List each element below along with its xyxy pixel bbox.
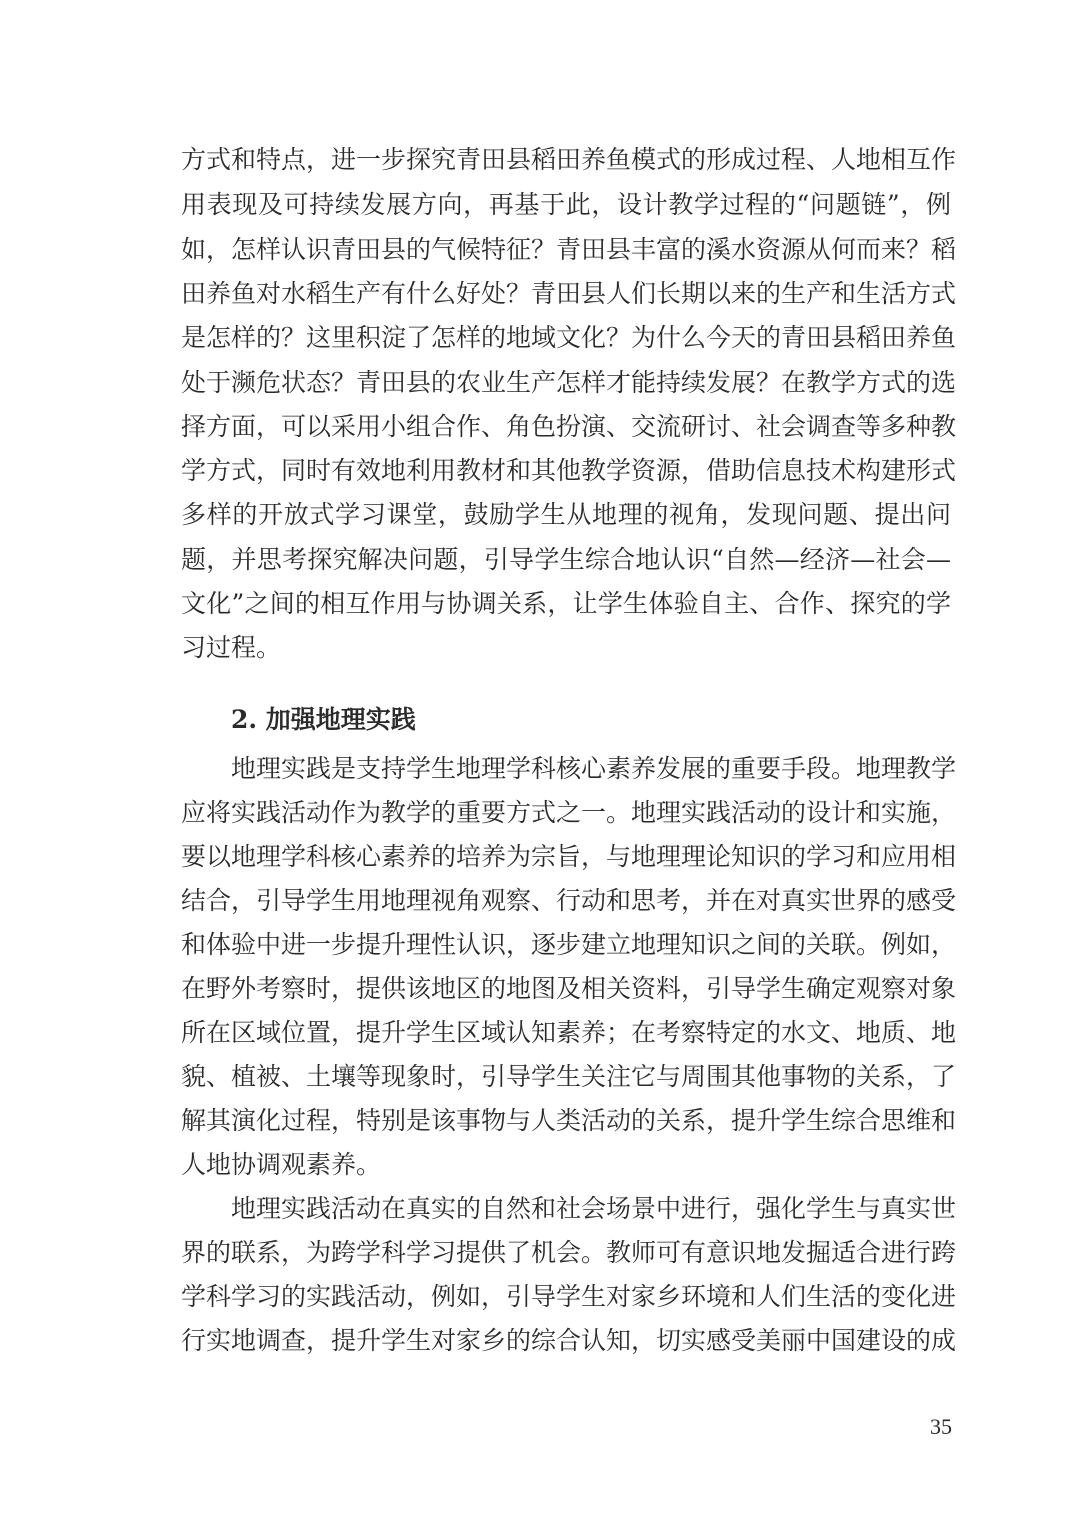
text-line: 题，并思考探究解决问题，引导学生综合地认识“自然—经济—社会—: [181, 545, 951, 574]
text-line: 地理实践活动在真实的自然和社会场景中进行，强化学生与真实世: [231, 1194, 957, 1223]
text-line: 应将实践活动作为教学的重要方式之一。地理实践活动的设计和实施，: [181, 798, 957, 827]
text-line: 习过程。: [181, 633, 282, 662]
text-line: 人地协调观素养。: [181, 1150, 382, 1179]
text-line: 和体验中进一步提升理性认识，逐步建立地理知识之间的关联。例如，: [181, 930, 957, 959]
text-line: 择方面，可以采用小组合作、角色扮演、交流研讨、社会调查等多种教: [181, 412, 957, 441]
text-line: 文化”之间的相互作用与协调关系，让学生体验自主、合作、探究的学: [181, 589, 951, 618]
text-line: 用表现及可持续发展方向，再基于此，设计教学过程的“问题链”，例: [181, 190, 951, 219]
text-line: 在野外考察时，提供该地区的地图及相关资料，引导学生确定观察对象: [181, 974, 957, 1003]
text-line: 多样的开放式学习课堂，鼓励学生从地理的视角，发现问题、提出问: [181, 500, 951, 529]
text-line: 学方式，同时有效地利用教材和其他教学资源，借助信息技术构建形式: [181, 456, 957, 485]
text-line: 貌、植被、土壤等现象时，引导学生关注它与周围其他事物的关系，了: [181, 1062, 957, 1091]
text-line: 结合，引导学生用地理视角观察、行动和思考，并在对真实世界的感受: [181, 886, 957, 915]
text-line: 界的联系，为跨学科学习提供了机会。教师可有意识地发掘适合进行跨: [181, 1238, 957, 1267]
text-line: 如，怎样认识青田县的气候特征？青田县丰富的溪水资源从何而来？稻: [181, 235, 957, 264]
text-line: 行实地调查，提升学生对家乡的综合认知，切实感受美丽中国建设的成: [181, 1326, 957, 1355]
text-line: 方式和特点，进一步探究青田县稻田养鱼模式的形成过程、人地相互作: [181, 145, 957, 174]
text-line: 地理实践是支持学生地理学科核心素养发展的重要手段。地理教学: [231, 754, 957, 783]
text-line: 学科学习的实践活动，例如，引导学生对家乡环境和人们生活的变化进: [181, 1282, 957, 1311]
text-line: 解其演化过程，特别是该事物与人类活动的关系，提升学生综合思维和: [181, 1106, 957, 1135]
text-line: 所在区域位置，提升学生区域认知素养；在考察特定的水文、地质、地: [181, 1018, 957, 1047]
text-line: 处于濒危状态？青田县的农业生产怎样才能持续发展？在教学方式的选: [181, 368, 957, 397]
text-line: 要以地理学科核心素养的培养为宗旨，与地理理论知识的学习和应用相: [181, 842, 957, 871]
text-line: 田养鱼对水稻生产有什么好处？青田县人们长期以来的生产和生活方式: [181, 279, 957, 308]
section-heading: 2. 加强地理实践: [231, 705, 416, 734]
page-number: 35: [930, 1414, 952, 1439]
text-line: 是怎样的？这里积淀了怎样的地域文化？为什么今天的青田县稻田养鱼: [181, 323, 957, 352]
